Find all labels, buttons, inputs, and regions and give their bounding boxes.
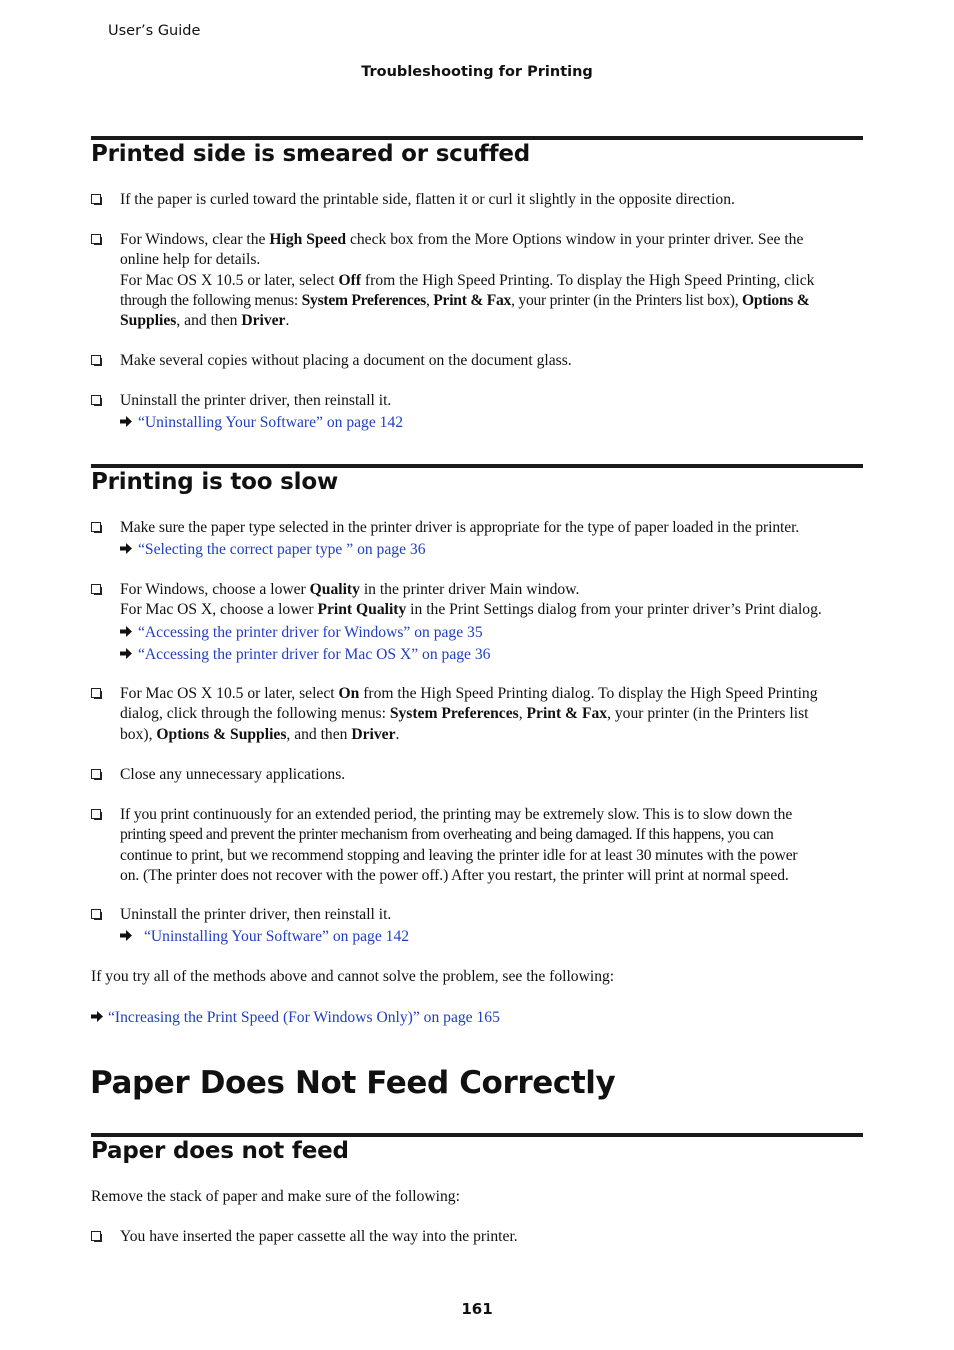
intro-paragraph [91, 1187, 863, 1207]
section-title-smeared: Printed side is smeared or scuffed [91, 141, 531, 167]
text: continue to print, but we recommend stopping and leaving the printer idle for at least 30 minutes with the power [120, 846, 798, 864]
text: check box from the More Options window in your printer driver. See the [346, 231, 804, 248]
checkbox-square-icon [91, 395, 101, 405]
checkbox-square-icon [91, 809, 101, 819]
text: , [425, 291, 434, 309]
checkbox-square-icon [91, 909, 101, 919]
text: If you print continuously for an extended period, the printing may be extremely slow. This is to slow down the [120, 806, 793, 823]
item-text: Uninstall the printer driver, then reinstall it. [120, 906, 392, 923]
section-title-feed: Paper does not feed [91, 1138, 349, 1164]
checkbox-square-icon [91, 769, 101, 779]
item-text: Close any unnecessary applications. [120, 766, 346, 783]
ui-term: Options & [742, 291, 810, 309]
ui-term: On [338, 685, 360, 702]
text: on. (The printer does not recover with the power off.) After you restart, the printer will print at normal speed. [120, 866, 789, 884]
text: in the printer driver Main window. [359, 581, 580, 598]
list-item [120, 905, 864, 948]
text: online help for details. [120, 251, 261, 269]
list-item [120, 351, 864, 371]
section-rule [91, 136, 863, 140]
checkbox-square-icon [91, 234, 101, 244]
text: For Mac OS X 10.5 or later, select [120, 685, 339, 702]
checkbox-square-icon [91, 194, 101, 204]
list-item [120, 580, 864, 665]
item-text: Uninstall the printer driver, then reinstall it. [120, 392, 392, 409]
cross-reference-link[interactable]: “Accessing the printer driver for Windows” on page 35 [138, 623, 483, 641]
checkbox-square-icon [91, 584, 101, 594]
list-item [120, 684, 864, 745]
text: . [285, 312, 290, 330]
item-text: You have inserted the paper cassette all the way into the printer. [120, 1228, 518, 1245]
text: from the High Speed Printing. To display the High Speed Printing, click [361, 271, 815, 289]
cross-reference-link[interactable]: “Selecting the correct paper type ” on page 36 [138, 541, 426, 559]
text: , and then [286, 725, 352, 743]
checkbox-square-icon [91, 522, 101, 532]
text: from the High Speed Printing dialog. To display the High Speed Printing [359, 685, 818, 702]
section-title-slow: Printing is too slow [91, 469, 338, 495]
text: box), [120, 725, 157, 743]
text: , your printer (in the Printers list [607, 705, 809, 723]
list-item [120, 230, 864, 331]
page-number: 161 [461, 1300, 493, 1318]
chapter-heading: Troubleshooting for Printing [361, 64, 593, 80]
ui-term: Quality [309, 581, 360, 598]
list-item [120, 805, 864, 886]
text: dialog, click through the following menus: [120, 705, 390, 723]
list-item [120, 190, 864, 210]
arrow-right-icon [91, 1011, 103, 1022]
chapter-title: Paper Does Not Feed Correctly [90, 1065, 616, 1101]
text: For Windows, choose a lower [120, 581, 310, 598]
ui-term: Print Quality [317, 601, 407, 619]
text: If you try all of the methods above and cannot solve the problem, see the following: [91, 968, 615, 985]
item-text: If the paper is curled toward the printable side, flatten it or curl it slightly in the opposite direction. [120, 191, 735, 208]
text: For Windows, clear the [120, 231, 270, 248]
ui-term: Driver [351, 725, 396, 743]
list-item [120, 765, 864, 785]
arrow-right-icon [120, 416, 132, 427]
text: For Mac OS X 10.5 or later, select [120, 271, 339, 289]
checkbox-square-icon [91, 688, 101, 698]
ui-term: Supplies [120, 312, 177, 330]
list-item [120, 1227, 864, 1247]
text: , and then [176, 312, 242, 330]
text: Remove the stack of paper and make sure of the following: [91, 1188, 460, 1205]
cross-reference-link[interactable]: “Increasing the Print Speed (For Windows Only)” on page 165 [108, 1009, 500, 1026]
text: in the Print Settings dialog from your printer driver’s Print dialog. [406, 601, 822, 619]
text: printing speed and prevent the printer mechanism from overheating and being damaged. If this happens, you can [120, 826, 774, 844]
closing-reference [91, 1008, 863, 1028]
cross-reference-link[interactable]: “Uninstalling Your Software” on page 142 [138, 414, 404, 432]
checkbox-square-icon [91, 1231, 101, 1241]
arrow-right-icon [120, 543, 132, 554]
ui-term: Off [338, 271, 362, 289]
arrow-right-icon [120, 626, 132, 637]
cross-reference-link[interactable]: “Uninstalling Your Software” on page 142 [144, 928, 410, 946]
checkbox-square-icon [91, 355, 101, 365]
arrow-right-icon [120, 648, 132, 659]
section-rule [91, 464, 863, 468]
section-rule [91, 1133, 863, 1137]
text: . [395, 725, 400, 743]
text: , [518, 705, 527, 723]
text: For Mac OS X, choose a lower [120, 601, 318, 619]
ui-term: Options & Supplies [156, 725, 287, 743]
running-head: User’s Guide [108, 23, 201, 39]
ui-term: Driver [241, 312, 286, 330]
item-text: Make sure the paper type selected in the printer driver is appropriate for the type of paper loaded in the printer. [120, 519, 800, 536]
list-item [120, 391, 864, 434]
ui-term: System Preferences [389, 705, 519, 723]
ui-term: System Preferences [301, 291, 426, 309]
item-text: Make several copies without placing a document on the document glass. [120, 352, 572, 369]
ui-term: High Speed [269, 231, 347, 248]
cross-reference-link[interactable]: “Accessing the printer driver for Mac OS X” on page 36 [138, 645, 491, 663]
ui-term: Print & Fax [433, 291, 512, 309]
closing-paragraph [91, 967, 863, 987]
text: through the following menus: [120, 291, 302, 309]
arrow-right-icon [120, 930, 132, 941]
list-item [120, 518, 864, 561]
ui-term: Print & Fax [526, 705, 608, 723]
text: , your printer (in the Printers list box), [511, 291, 743, 309]
